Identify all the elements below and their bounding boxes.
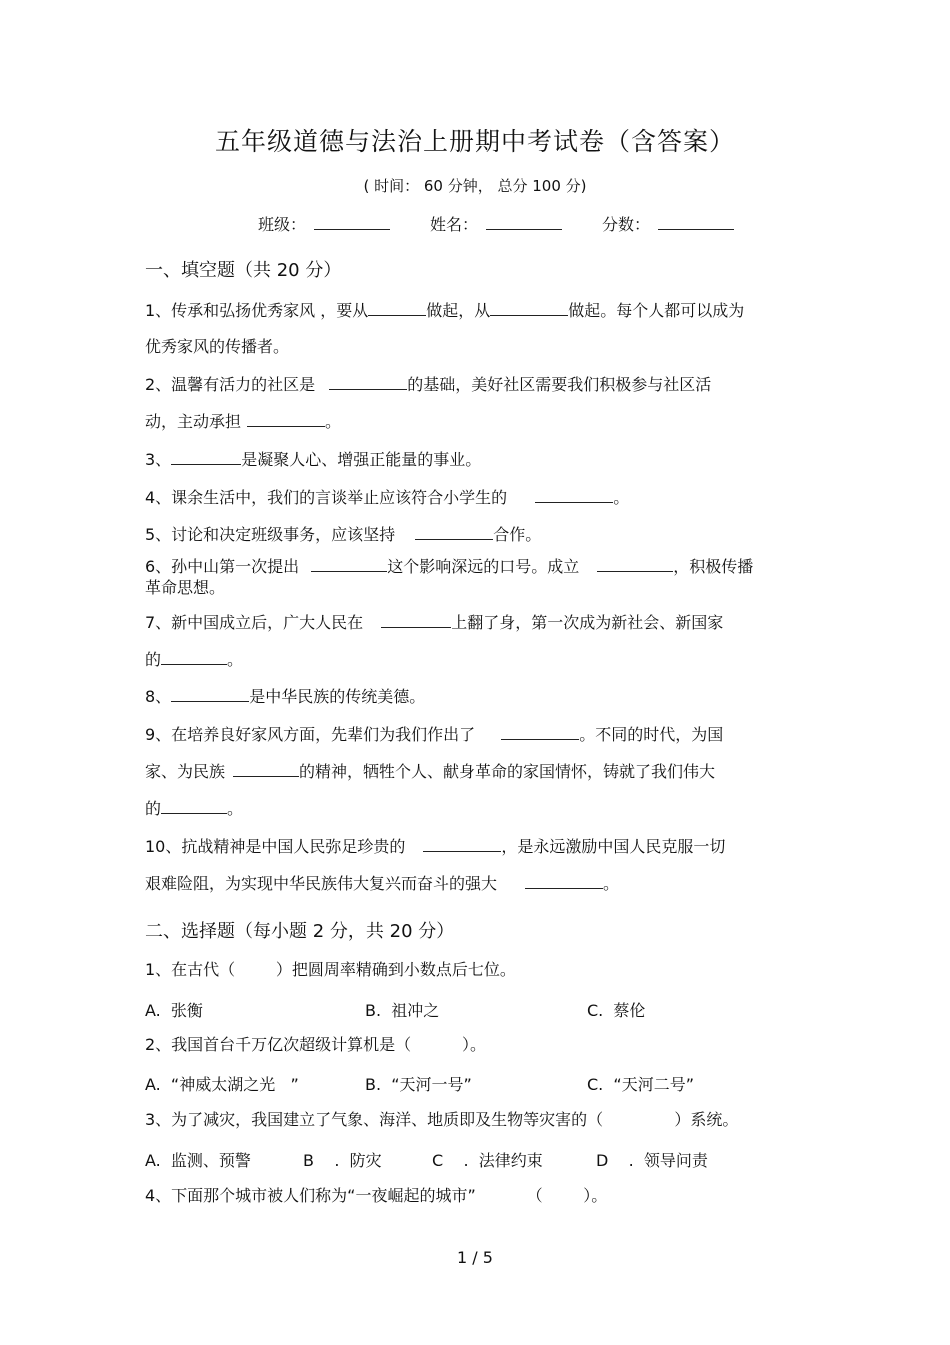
- answer-blank[interactable]: [329, 374, 407, 390]
- page-number: 1 / 5: [457, 1248, 493, 1267]
- question-text: 2、温馨有活力的社区是: [145, 375, 316, 394]
- question-text: 7、新中国成立后，广大人民在: [145, 613, 364, 632]
- class-label: 班级：: [258, 215, 307, 234]
- page-title: 五年级道德与法治上册期中考试卷（含答案）: [214, 127, 735, 156]
- question-text: 的基础，美好社区需要我们积极参与社区活: [407, 375, 712, 394]
- question-text: 。: [603, 874, 620, 893]
- question-line: [145, 449, 481, 470]
- option-a[interactable]: A. “神威太湖之光 ”: [145, 1075, 299, 1094]
- option-c[interactable]: C. “天河二号”: [587, 1075, 695, 1094]
- answer-blank[interactable]: [311, 556, 387, 572]
- question-line: [145, 873, 619, 894]
- question-text: 4、课余生活中，我们的言谈举止应该符合小学生的: [145, 488, 508, 507]
- question-text: 做起，从: [426, 301, 491, 320]
- question-line: 4、下面那个城市被人们称为“一夜崛起的城市” （ ）。: [145, 1186, 608, 1205]
- question-text: 动，主动承担: [145, 412, 242, 431]
- question-text: ，是永远激励中国人民克服一切: [501, 837, 726, 856]
- question-text: ，积极传播: [673, 557, 754, 576]
- section-heading-fill-in: 一、填空题（共 20 分）: [145, 260, 342, 281]
- option-b[interactable]: B. 祖冲之: [365, 1001, 440, 1020]
- question-line: [145, 724, 723, 745]
- option-d[interactable]: D . 领导问责: [596, 1151, 708, 1170]
- name-blank[interactable]: [486, 213, 562, 230]
- answer-blank[interactable]: [490, 300, 568, 316]
- question-text: 的: [145, 799, 162, 818]
- option-c[interactable]: C. 蔡伦: [587, 1001, 646, 1020]
- question-line: [145, 612, 723, 633]
- question-text: 上翻了身，第一次成为新社会、新国家: [451, 613, 724, 632]
- question-text: 6、孙中山第一次提出: [145, 557, 300, 576]
- question-text: 1、传承和弘扬优秀家风 ，要从: [145, 301, 369, 320]
- question-text: 艰难险阻，为实现中华民族伟大复兴而奋斗的强大: [145, 874, 498, 893]
- answer-blank[interactable]: [171, 686, 249, 702]
- question-line: 2、我国首台千万亿次超级计算机是（ ）。: [145, 1035, 487, 1054]
- question-text: 的精神，牺牲个人、献身革命的家国情怀，铸就了我们伟大: [299, 762, 716, 781]
- answer-blank[interactable]: [423, 836, 501, 852]
- question-line: [145, 836, 725, 857]
- question-line: [145, 374, 711, 395]
- question-text: 。: [227, 650, 244, 669]
- option-a[interactable]: A. 张衡: [145, 1001, 203, 1020]
- question-text: 是中华民族的传统美德。: [249, 687, 426, 706]
- question-line: 革命思想。: [145, 578, 226, 597]
- question-text: 的: [145, 650, 162, 669]
- question-text: 3、: [145, 450, 172, 469]
- question-line: 1、在古代（ ）把圆周率精确到小数点后七位。: [145, 960, 516, 979]
- answer-blank[interactable]: [525, 873, 603, 889]
- question-text: 是凝聚人心、增强正能量的事业。: [241, 450, 482, 469]
- question-text: 做起。每个人都可以成为: [568, 301, 745, 320]
- question-line: [145, 300, 744, 321]
- class-blank[interactable]: [314, 213, 390, 230]
- option-a[interactable]: A. 监测、预警: [145, 1151, 251, 1170]
- question-line: [145, 556, 753, 577]
- question-text: 。: [227, 799, 244, 818]
- name-label: 姓名：: [430, 215, 479, 234]
- question-text: 合作。: [493, 525, 542, 544]
- answer-blank[interactable]: [415, 524, 493, 540]
- answer-blank[interactable]: [501, 724, 579, 740]
- question-text: 家、为民族: [145, 762, 226, 781]
- question-text: 。: [613, 488, 630, 507]
- question-line: 优秀家风的传播者。: [145, 337, 290, 356]
- question-text: 9、在培养良好家风方面，先辈们为我们作出了: [145, 725, 476, 744]
- question-line: [145, 649, 243, 670]
- answer-blank[interactable]: [233, 761, 299, 777]
- question-line: [145, 487, 629, 508]
- score-blank[interactable]: [658, 213, 734, 230]
- option-b[interactable]: B. “天河一号”: [365, 1075, 472, 1094]
- student-info-row: [258, 212, 734, 235]
- class-field: [258, 212, 390, 235]
- answer-blank[interactable]: [368, 300, 426, 316]
- score-label: 分数：: [602, 215, 651, 234]
- section-heading-choice: 二、选择题（每小题 2 分，共 20 分）: [145, 921, 455, 942]
- answer-blank[interactable]: [597, 556, 673, 572]
- answer-blank[interactable]: [171, 449, 241, 465]
- question-text: 。: [325, 412, 342, 431]
- answer-blank[interactable]: [247, 411, 325, 427]
- answer-blank[interactable]: [161, 798, 227, 814]
- question-line: [145, 524, 541, 545]
- question-text: 10、抗战精神是中国人民弥足珍贵的: [145, 837, 406, 856]
- answer-blank[interactable]: [381, 612, 451, 628]
- question-line: [145, 761, 715, 782]
- question-line: 3、为了减灾，我国建立了气象、海洋、地质即及生物等灾害的（ ）系统。: [145, 1110, 739, 1129]
- answer-blank[interactable]: [161, 649, 227, 665]
- question-line: [145, 798, 243, 819]
- score-field: [602, 212, 734, 235]
- name-field: [430, 212, 562, 235]
- answer-blank[interactable]: [535, 487, 613, 503]
- question-text: 8、: [145, 687, 172, 706]
- exam-subtitle: ( 时间： 60 分钟， 总分 100 分): [363, 177, 587, 195]
- question-line: [145, 686, 425, 707]
- question-text: 5、讨论和决定班级事务，应该坚持: [145, 525, 396, 544]
- option-b[interactable]: B . 防灾: [303, 1151, 382, 1170]
- question-line: [145, 411, 341, 432]
- question-text: 这个影响深远的口号。成立: [387, 557, 580, 576]
- question-text: 。不同的时代，为国: [579, 725, 724, 744]
- option-c[interactable]: C . 法律约束: [432, 1151, 543, 1170]
